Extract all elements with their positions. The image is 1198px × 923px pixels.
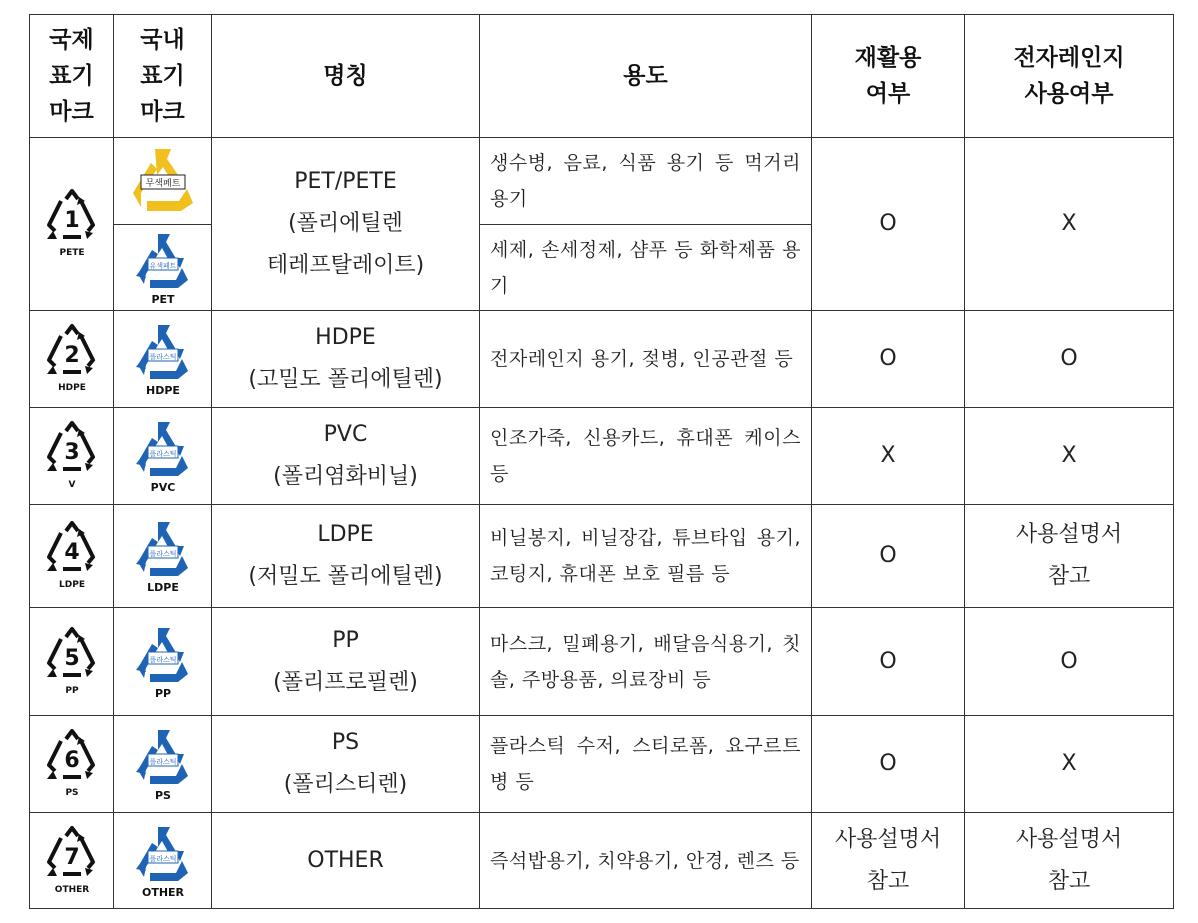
usage-cell: 생수병, 음료, 식품 용기 등 먹거리 용기	[480, 138, 812, 225]
header-row	[30, 15, 1174, 138]
svg-text:1: 1	[63, 208, 80, 233]
name-cell: OTHER	[212, 813, 480, 909]
recycle-triangle-icon	[41, 419, 103, 493]
svg-text:LDPE: LDPE	[58, 580, 85, 590]
usage-cell: 비닐봉지, 비닐장갑, 튜브타입 용기, 코팅지, 휴대폰 보호 필름 등	[480, 505, 812, 608]
recycle-triangle-icon	[41, 187, 103, 261]
svg-text:HDPE: HDPE	[57, 383, 86, 393]
microwave-cell: O	[965, 311, 1174, 408]
domestic-recycle-mark-icon	[128, 724, 198, 804]
intl-mark-cell	[30, 608, 114, 716]
recyclable-cell: X	[812, 408, 965, 505]
usage-cell: 마스크, 밀폐용기, 배달음식용기, 칫솔, 주방용품, 의료장비 등	[480, 608, 812, 716]
svg-text:유색페트: 유색페트	[148, 261, 177, 270]
dom-mark-cell	[114, 408, 212, 505]
microwave-cell: X	[965, 716, 1174, 813]
recyclable-cell: O	[812, 311, 965, 408]
intl-mark-cell	[30, 408, 114, 505]
microwave-cell: X	[965, 138, 1174, 311]
svg-text:LDPE: LDPE	[146, 581, 179, 594]
intl-mark-cell	[30, 716, 114, 813]
table-row	[30, 813, 1174, 909]
dom-mark-cell	[114, 608, 212, 716]
dom-mark-cell	[114, 716, 212, 813]
recyclable-cell: O	[812, 608, 965, 716]
recycle-triangle-icon	[41, 625, 103, 699]
recyclable-cell: O	[812, 716, 965, 813]
recyclable-cell: O	[812, 138, 965, 311]
svg-text:OTHER: OTHER	[141, 885, 184, 899]
svg-text:7: 7	[63, 844, 80, 870]
svg-text:HDPE: HDPE	[145, 384, 180, 397]
dom-mark-cell	[114, 311, 212, 408]
svg-text:무색페트: 무색페트	[145, 179, 180, 189]
svg-text:PET: PET	[150, 292, 175, 306]
table-row	[30, 608, 1174, 716]
svg-text:플라스틱: 플라스틱	[148, 353, 177, 361]
intl-mark-cell	[30, 138, 114, 311]
svg-text:플라스틱: 플라스틱	[148, 450, 177, 458]
domestic-recycle-mark-yellow-icon	[127, 145, 199, 217]
svg-text:V: V	[68, 480, 75, 490]
domestic-recycle-mark-icon	[128, 622, 198, 702]
header-recyclable: 재활용 여부	[812, 15, 965, 138]
name-cell: HDPE (고밀도 폴리에틸렌)	[212, 311, 480, 408]
header-dom-mark: 국내 표기 마크	[114, 15, 212, 138]
header-intl-mark: 국제 표기 마크	[30, 15, 114, 138]
header-usage: 용도	[480, 15, 812, 138]
intl-mark-cell	[30, 813, 114, 909]
microwave-cell: O	[965, 608, 1174, 716]
domestic-recycle-mark-icon	[128, 821, 198, 901]
header-name: 명칭	[212, 15, 480, 138]
svg-text:3: 3	[63, 440, 80, 465]
svg-text:플라스틱: 플라스틱	[148, 758, 177, 766]
name-cell: PS (폴리스티렌)	[212, 716, 480, 813]
svg-text:2: 2	[63, 343, 80, 368]
recycle-triangle-icon	[41, 519, 103, 593]
dom-mark-cell	[114, 813, 212, 909]
table-row	[30, 505, 1174, 608]
recycle-triangle-icon	[41, 322, 103, 396]
dom-mark-cell	[114, 225, 212, 311]
name-cell: LDPE (저밀도 폴리에틸렌)	[212, 505, 480, 608]
name-cell: PVC (폴리염화비닐)	[212, 408, 480, 505]
domestic-recycle-mark-icon	[128, 516, 198, 596]
svg-text:4: 4	[63, 540, 80, 565]
recyclable-cell: 사용설명서 참고	[812, 813, 965, 909]
recyclable-cell: O	[812, 505, 965, 608]
usage-cell: 즉석밥용기, 치약용기, 안경, 렌즈 등	[480, 813, 812, 909]
svg-text:PS: PS	[154, 789, 171, 802]
svg-text:OTHER: OTHER	[54, 884, 89, 895]
domestic-recycle-mark-icon	[128, 228, 198, 308]
svg-text:PETE: PETE	[58, 248, 85, 258]
domestic-recycle-mark-icon	[128, 319, 198, 399]
svg-text:5: 5	[63, 645, 80, 671]
svg-text:6: 6	[63, 748, 80, 773]
dom-mark-cell	[114, 138, 212, 225]
usage-cell: 전자레인지 용기, 젖병, 인공관절 등	[480, 311, 812, 408]
svg-text:플라스틱: 플라스틱	[148, 550, 177, 558]
name-cell: PET/PETE (폴리에틸렌 테레프탈레이트)	[212, 138, 480, 311]
recycle-triangle-icon	[41, 824, 103, 898]
intl-mark-cell	[30, 311, 114, 408]
header-microwave: 전자레인지 사용여부	[965, 15, 1174, 138]
svg-text:PP: PP	[154, 686, 171, 700]
microwave-cell: 사용설명서 참고	[965, 813, 1174, 909]
microwave-cell: X	[965, 408, 1174, 505]
domestic-recycle-mark-icon	[128, 416, 198, 496]
recycle-triangle-icon	[41, 727, 103, 801]
table-row	[30, 408, 1174, 505]
svg-text:PVC: PVC	[150, 481, 175, 494]
intl-mark-cell	[30, 505, 114, 608]
usage-cell: 세제, 손세정제, 샴푸 등 화학제품 용기	[480, 225, 812, 311]
svg-text:플라스틱: 플라스틱	[148, 655, 177, 664]
name-cell: PP (폴리프로필렌)	[212, 608, 480, 716]
table-row	[30, 138, 1174, 225]
svg-text:PP: PP	[64, 685, 79, 696]
dom-mark-cell	[114, 505, 212, 608]
table-row	[30, 311, 1174, 408]
svg-text:플라스틱: 플라스틱	[148, 854, 177, 863]
recycling-code-table	[29, 14, 1174, 909]
table-row	[30, 716, 1174, 813]
usage-cell: 플라스틱 수저, 스티로폼, 요구르트병 등	[480, 716, 812, 813]
usage-cell: 인조가죽, 신용카드, 휴대폰 케이스 등	[480, 408, 812, 505]
svg-text:PS: PS	[64, 788, 79, 798]
microwave-cell: 사용설명서 참고	[965, 505, 1174, 608]
